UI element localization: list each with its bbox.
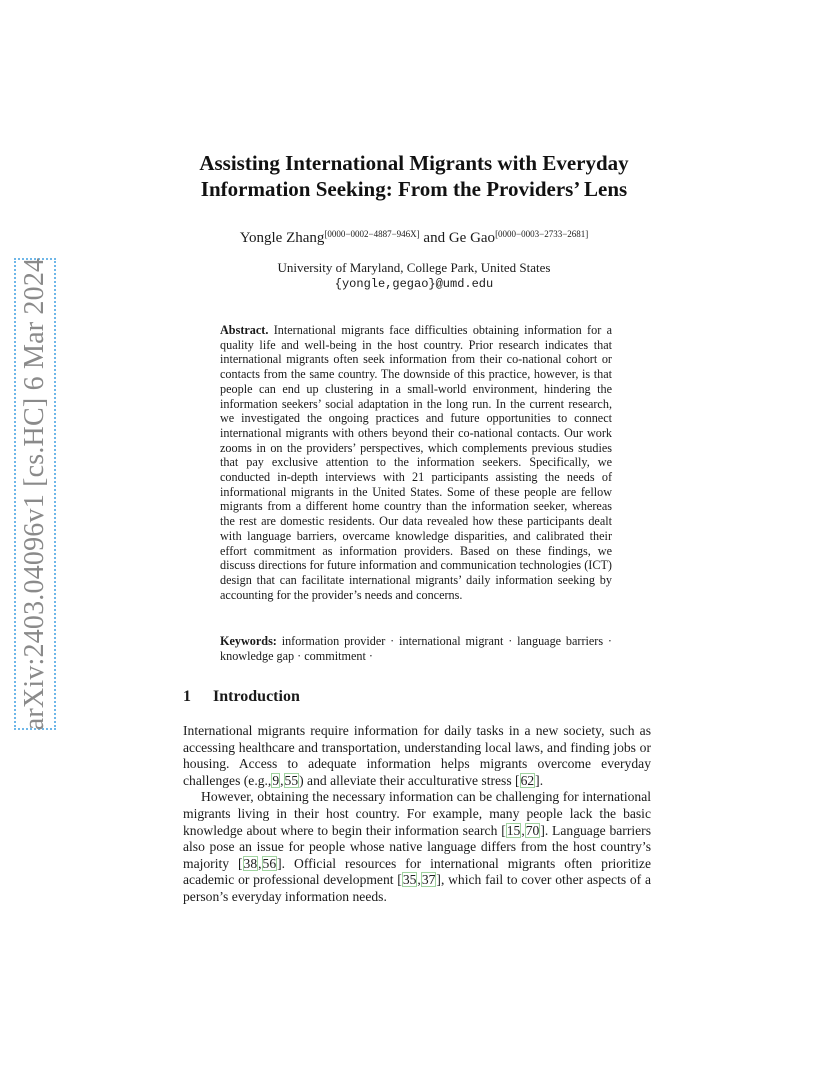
abstract-label: Abstract.: [220, 323, 269, 337]
paragraph-text: International migrants require information for daily tasks in a new society, such as accessing healthcare and transportation, understanding local laws, and finding jobs or housing. Access to adequate information helps migrants overcome everyday challenges (e.g.,: [183, 723, 651, 788]
body-text: [183, 723, 651, 906]
affiliation-block: [120, 259, 708, 293]
citation-link[interactable]: 37: [421, 872, 436, 888]
citation-link[interactable]: 55: [284, 772, 299, 788]
affiliation: University of Maryland, College Park, United States: [277, 260, 551, 275]
citation-link[interactable]: 56: [262, 855, 277, 871]
author-connector: and: [419, 230, 449, 246]
arxiv-side-label: [14, 258, 56, 730]
paragraph-text: . Language barriers also pose an issue for people whose native language differs from the host country’s majority: [183, 822, 651, 871]
title-line-2: Information Seeking: From the Providers’ Lens: [200, 177, 628, 201]
abstract-text: International migrants face difficulties obtaining information for a quality life and well-being in the host country. Prior research indicates that international migrants often seek information from their co-national cohort or contacts from the same country. The downside of this practice, however, is that people can end up clustering in a small-world environment, hindering the information seekers’ social adaptation in the long run. In the current research, we investigated the ongoing practices and future opportunities to connect international migrants with others beyond their co-national contacts. Our work zooms in on the providers’ perspectives, which complements previous studies that pay exclusive attention to the information seekers. Specifically, we conducted in-depth interviews with 21 participants assisting the needs of informational migrants in the United States. Some of these people are fellow migrants from a different home country than the information seeker, whereas the rest are domestic residents. Our data revealed how these participants dealt with language barriers, overcame knowledge disparities, and calibrated their effort commitment as information providers. Based on these findings, we discuss directions for future information and communication technologies (ICT) design that can facilitate international migrants’ daily information seeking by accounting for the provider’s needs and concerns.: [220, 323, 612, 602]
paragraph-text: , which fail to cover other aspects of a person’s everyday information needs.: [183, 872, 651, 904]
paragraph-text: .: [539, 772, 544, 788]
paper-title: [120, 150, 708, 202]
keywords-label: Keywords:: [220, 634, 277, 648]
keywords-text: information provider · international migrant · language barriers · knowledge gap · commitment ·: [220, 634, 612, 663]
citation-link[interactable]: 9: [272, 772, 280, 788]
paragraph: International migrants require information for daily tasks in a new society, such as accessing healthcare and transportation, understanding local laws, and finding jobs or housing. Access to adequate information helps migrants overcome everyday challenges (e.g.,9,55) and alleviate their acculturative stress [62].: [183, 723, 651, 788]
citation-link[interactable]: 15: [506, 822, 521, 838]
section-heading: [183, 688, 300, 706]
paragraph-text: However, obtaining the necessary information can be challenging for international migrants living in their host country. For example, many people lack the basic knowledge about where to begin their information search: [183, 789, 651, 838]
author-orcid[interactable]: [0000−0003−2733−2681]: [495, 229, 589, 239]
author-name: Yongle Zhang: [239, 230, 325, 246]
title-line-1: Assisting International Migrants with Everyday: [199, 151, 629, 175]
paragraph-text: ) and alleviate their acculturative stress: [299, 772, 516, 788]
section-title: Introduction: [213, 688, 300, 705]
arxiv-identifier: arXiv:2403.04096v1 [cs.HC] 6 Mar 2024: [19, 257, 51, 731]
author-name: Ge Gao: [448, 230, 496, 246]
citation-link[interactable]: 70: [525, 822, 540, 838]
author-orcid[interactable]: [0000−0002−4887−946X]: [324, 229, 420, 239]
author-list: [120, 229, 708, 247]
citation-link[interactable]: 62: [520, 772, 535, 788]
paragraph: However, obtaining the necessary information can be challenging for international migrants living in their host country. For example, many people lack the basic knowledge about where to begin their information search [15,70]. Language barriers also pose an issue for people whose native language differs from the host country’s majority [38,56]. Official resources for international migrants often prioritize academic or professional development [35,37], which fail to cover other aspects of a person’s everyday information needs.: [183, 789, 651, 904]
email-address[interactable]: {yongle,gegao}@umd.edu: [334, 277, 494, 291]
citation-link[interactable]: 38: [243, 855, 258, 871]
paragraph-text: . Official resources for international migrants often prioritize academic or professional development: [183, 855, 651, 888]
keywords: [220, 634, 612, 664]
citation-link[interactable]: 35: [402, 872, 417, 888]
section-number: 1: [183, 688, 191, 705]
abstract: [220, 323, 612, 602]
